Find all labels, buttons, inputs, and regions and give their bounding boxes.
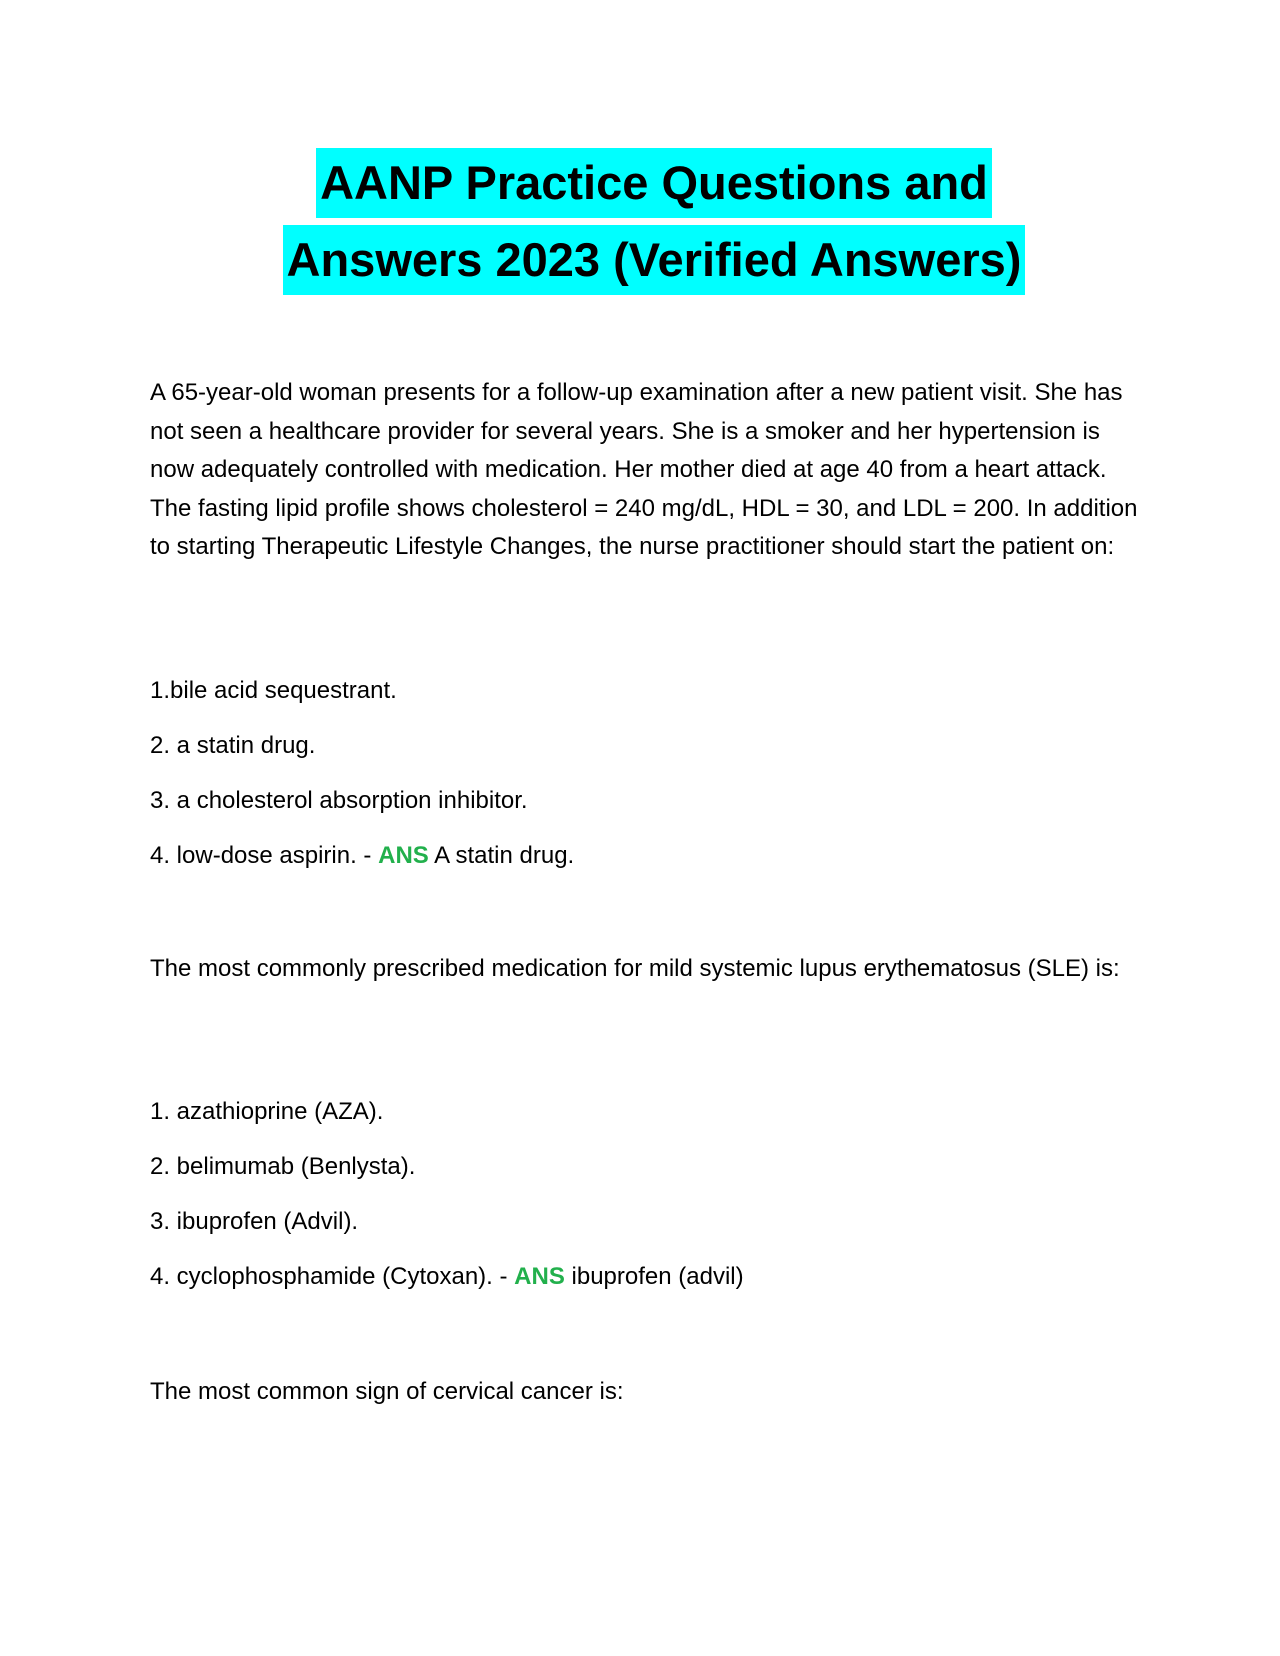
option-text: 3. a cholesterol absorption inhibitor. <box>150 787 528 814</box>
answer-text: ibuprofen (advil) <box>571 1263 744 1290</box>
answer-tag: ANS <box>514 1263 565 1290</box>
question-1-stem <box>150 374 1140 567</box>
question-2-options <box>150 1093 1140 1313</box>
question-1-text: A 65-year-old woman presents for a follow-up examination after a new patient visit. She has not seen a healthcare provider for several years. She is a smoker and her hypertension is now adequately controlled with medication. Her mother died at age 40 from a heart attack. The fasting lipid profile shows cholesterol = 240 mg/dL, HDL = 30, and LDL = 200. In addition to starting Therapeutic Lifestyle Changes, the nurse practitioner should start the patient on: <box>150 379 1138 560</box>
option-with-answer <box>150 1258 1140 1313</box>
question-3-stem <box>150 1373 1140 1412</box>
option-text: 4. cyclophosphamide (Cytoxan). - <box>150 1263 508 1290</box>
option-text: 4. low-dose aspirin. - <box>150 842 372 869</box>
question-3-text: The most common sign of cervical cancer is: <box>150 1378 624 1405</box>
option-text: 1. azathioprine (AZA). <box>150 1098 384 1125</box>
option-text: 2. belimumab (Benlysta). <box>150 1153 416 1180</box>
title-line-2: Answers 2023 (Verified Answers) <box>283 225 1026 295</box>
answer-tag: ANS <box>378 842 429 869</box>
option-with-answer <box>150 837 1140 892</box>
title-line-1: AANP Practice Questions and <box>316 148 992 218</box>
document-title <box>0 148 1280 302</box>
option-text: 2. a statin drug. <box>150 732 316 759</box>
question-1-options <box>150 672 1140 892</box>
option-text: 3. ibuprofen (Advil). <box>150 1208 359 1235</box>
answer-text: A statin drug. <box>434 842 575 869</box>
option-text: 1.bile acid sequestrant. <box>150 677 397 704</box>
question-2-text: The most commonly prescribed medication for mild systemic lupus erythematosus (SLE) is: <box>150 955 1120 982</box>
question-2-stem <box>150 950 1140 989</box>
